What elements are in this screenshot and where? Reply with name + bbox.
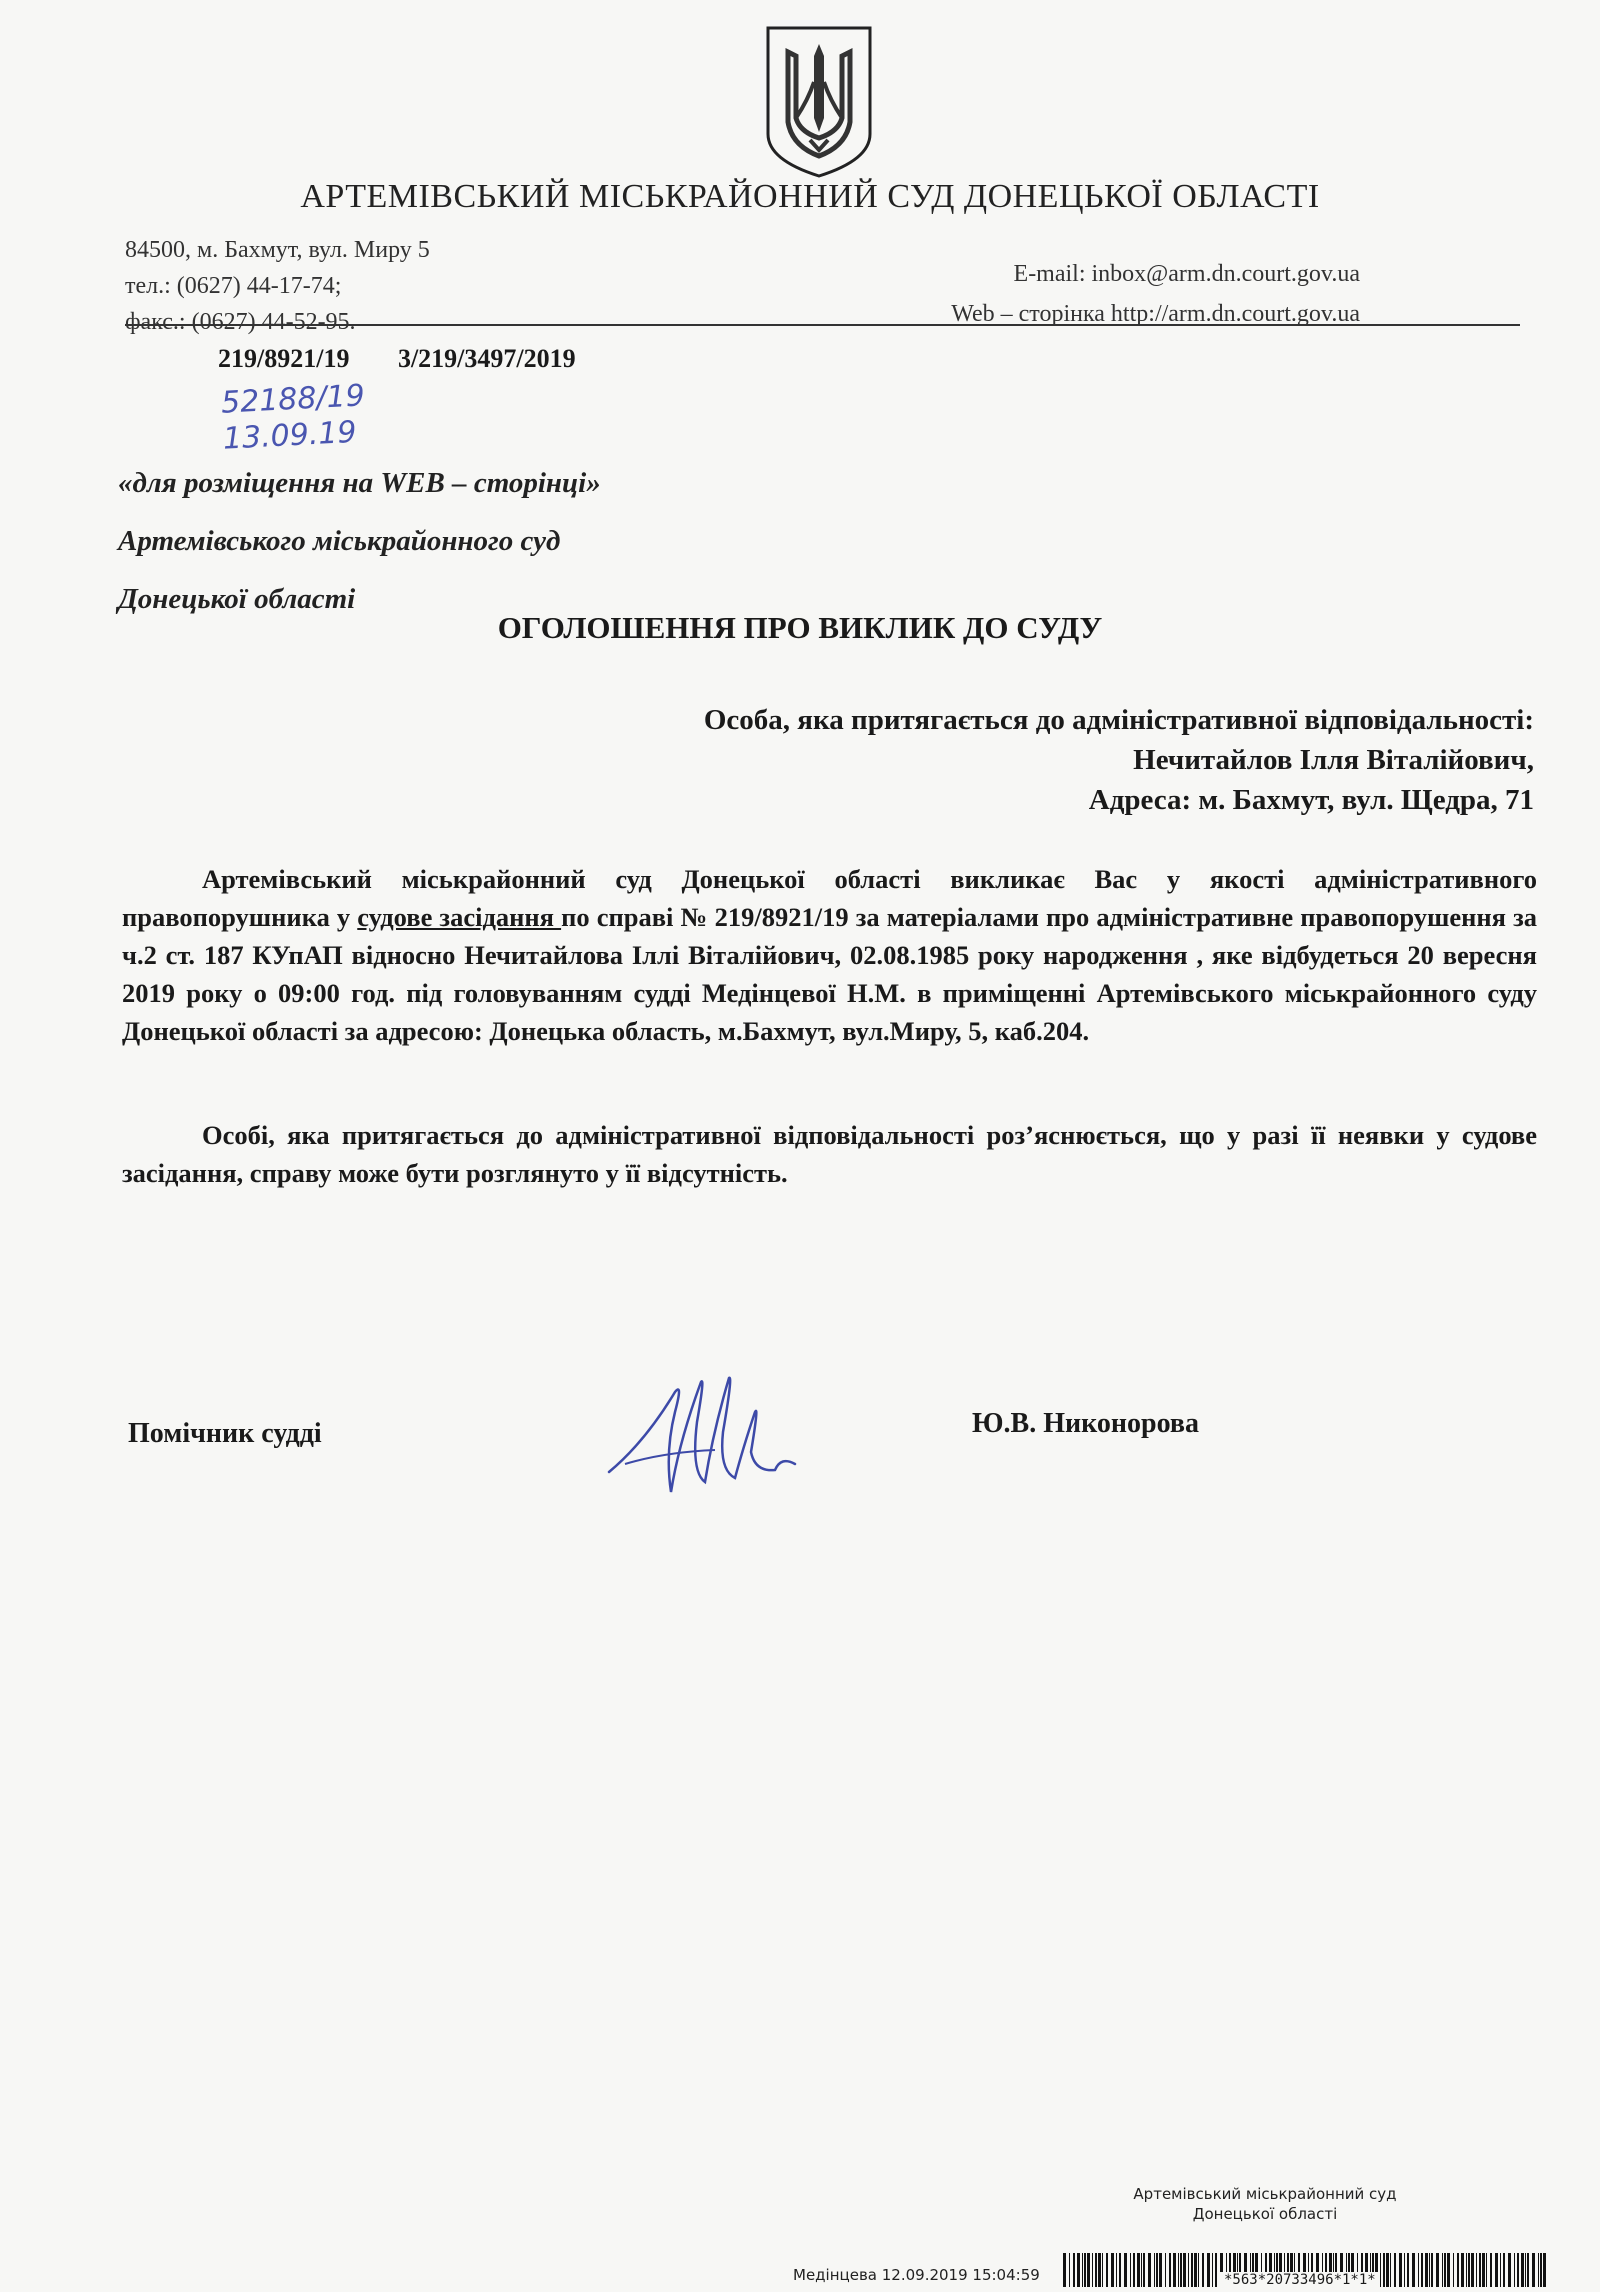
summons-paragraph	[122, 860, 1537, 1050]
recipient-block	[118, 454, 601, 628]
footer-court-name	[1085, 2184, 1445, 2224]
registration-number: 3/219/3497/2019	[397, 344, 576, 373]
footer-court-line-1: Артемівський міськрайонний суд	[1133, 2185, 1397, 2203]
header-divider	[125, 324, 1520, 326]
court-session-term: судове засідання	[357, 902, 562, 932]
accused-label: Особа, яка притягається до адміністративної відповідальності:	[703, 704, 1534, 736]
case-number: 219/8921/19	[218, 344, 350, 373]
accused-name: Нечитайлов Ілля Віталійович,	[1133, 744, 1534, 776]
court-web[interactable]: Web – сторінка http://arm.dn.court.gov.ua	[951, 301, 1360, 327]
accused-address: Адреса: м. Бахмут, вул. Щедра, 71	[1088, 784, 1534, 816]
handwritten-number: 52188/19	[220, 378, 366, 421]
warning-paragraph: Особі, яка притягається до адміністративної відповідальності роз’яснюється, що у разі її неявки у судове засідання, справу може бути розглянуто у її відсутність.	[122, 1120, 1537, 1188]
court-fax: факс.: (0627) 44-52-95.	[125, 309, 356, 335]
handwritten-signature-icon	[605, 1352, 815, 1512]
court-phone: тел.: (0627) 44-17-74;	[125, 273, 342, 299]
court-address: 84500, м. Бахмут, вул. Миру 5	[125, 237, 430, 263]
signer-role: Помічник судді	[128, 1418, 322, 1449]
case-references	[218, 344, 576, 374]
coat-of-arms-icon	[760, 22, 878, 180]
handwritten-date: 13.09.19	[222, 414, 358, 457]
recipient-line-2: Артемівського міськрайонного суд	[118, 525, 561, 557]
court-email[interactable]: E-mail: inbox@arm.dn.court.gov.ua	[1013, 261, 1360, 287]
summons-text-part-1: Артемівський міськрайонний суд Донецької області викликає Вас у якості адміністративного правопорушника у	[122, 864, 1537, 932]
court-name: АРТЕМІВСЬКИЙ МІСЬКРАЙОННИЙ СУД ДОНЕЦЬКОЇ ОБЛАСТІ	[300, 178, 1320, 215]
accused-block	[704, 700, 1534, 820]
signer-name: Ю.В. Никонорова	[972, 1408, 1200, 1439]
recipient-line-1: «для розміщення на WEB – сторінці»	[118, 467, 601, 499]
barcode-code: *563*20733496*1*1*	[1220, 2272, 1380, 2288]
recipient-line-3: Донецької області	[118, 583, 356, 615]
registration-stamp: Медінцева 12.09.2019 15:04:59	[793, 2266, 1040, 2284]
handwritten-registration	[220, 378, 367, 457]
court-online	[951, 254, 1360, 334]
footer-court-line-2: Донецької області	[1192, 2205, 1338, 2223]
document-title: ОГОЛОШЕННЯ ПРО ВИКЛИК ДО СУДУ	[497, 610, 1103, 645]
summons-text-part-2: по справі № 219/8921/19 за матеріалами про адміністративне правопорушення за ч.2 ст. 187 КУпАП відносно Нечитайлова Іллі Віталійович, 02.08.1985 року народження , яке відбудеться 20 вересня 2019 року о 09:00 год. під головуванням судді Медінцевої Н.М. в приміщенні Артемівського міськрайонного суду Донецької області за адресою: Донецька область, м.Бахмут, вул.Миру, 5, каб.204.	[122, 902, 1538, 1046]
